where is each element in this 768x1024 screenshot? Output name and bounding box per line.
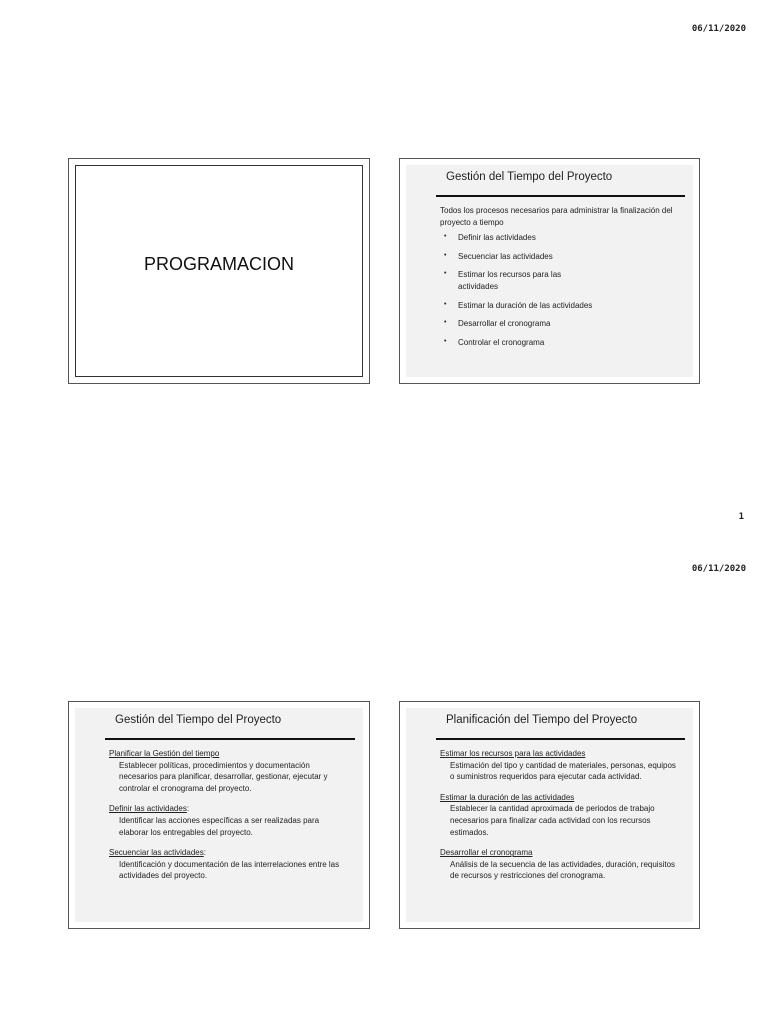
item-title-suffix: : bbox=[186, 804, 190, 814]
slide-heading: Planificación del Tiempo del Proyecto bbox=[446, 714, 638, 726]
process-item bbox=[109, 748, 349, 794]
list-item: • Desarrollar el cronograma bbox=[454, 318, 679, 330]
item-title: Definir las actividades bbox=[109, 804, 187, 814]
item-title: Estimar los recursos para las actividades bbox=[440, 749, 586, 758]
item-title: Estimar la duración de las actividades bbox=[440, 792, 575, 802]
process-item bbox=[440, 792, 679, 838]
item-title: Planificar la Gestión del tiempo bbox=[109, 749, 220, 758]
intro-text: Todos los procesos necesarios para administrar la finalización del proyecto a tiempo bbox=[440, 206, 673, 227]
page-date: 06/11/2020 bbox=[691, 564, 746, 574]
item-description: Estimación del tipo y cantidad de materiales, personas, equipos o suministros requeridos para ejecutar cada actividad. bbox=[450, 760, 676, 782]
slide-body bbox=[440, 205, 679, 355]
item-description: Establecer políticas, procedimientos y documentación necesarios para planificar, desarrollar, gestionar, ejecutar y controlar el cronograma del proyecto. bbox=[119, 760, 328, 793]
page-number: 1 bbox=[738, 512, 744, 522]
list-item: • Definir las actividades bbox=[454, 232, 679, 244]
item-description: Análisis de la secuencia de las actividades, duración, requisitos de recursos y restricciones del cronograma. bbox=[450, 859, 676, 881]
slide-background bbox=[75, 708, 363, 922]
item-description: Establecer la cantidad aproximada de periodos de trabajo necesarios para finalizar cada actividad con los recursos estimados. bbox=[450, 804, 655, 837]
process-item bbox=[440, 847, 679, 882]
slide-heading: Gestión del Tiempo del Proyecto bbox=[446, 171, 613, 183]
slide-planificacion-tiempo bbox=[399, 701, 700, 929]
slide-body bbox=[109, 748, 349, 891]
list-item: • Estimar los recursos para las actividades bbox=[454, 269, 679, 292]
slide-background bbox=[406, 165, 693, 377]
slide-title bbox=[68, 158, 370, 384]
list-item: • Secuenciar las actividades bbox=[454, 251, 679, 263]
list-item: • Estimar la duración de las actividades bbox=[454, 300, 679, 312]
slide-body bbox=[440, 748, 679, 891]
item-title: Desarrollar el cronograma bbox=[440, 848, 533, 858]
slide-main-title: PROGRAMACION bbox=[143, 254, 294, 274]
heading-divider bbox=[436, 195, 685, 197]
process-item bbox=[109, 847, 349, 882]
process-item bbox=[440, 748, 679, 783]
item-title-wrap bbox=[109, 804, 189, 813]
heading-divider bbox=[436, 738, 685, 740]
item-title-suffix: : bbox=[203, 848, 206, 858]
slide-gestion-tiempo bbox=[399, 158, 700, 384]
slide-frame bbox=[75, 165, 363, 377]
item-description: Identificación y documentación de las interrelaciones entre las actividades del proyecto. bbox=[119, 859, 340, 881]
slide-background bbox=[406, 708, 693, 922]
list-item: • Controlar el cronograma bbox=[454, 337, 679, 349]
page-date: 06/11/2020 bbox=[691, 24, 746, 34]
process-list bbox=[440, 232, 679, 348]
slide-heading: Gestión del Tiempo del Proyecto bbox=[115, 714, 282, 726]
slide-procesos-tiempo bbox=[68, 701, 370, 929]
item-title: Secuenciar las actividades bbox=[109, 848, 204, 858]
item-description: Identificar las acciones específicas a ser realizadas para elaborar los entregables del proyecto. bbox=[119, 815, 320, 837]
item-title-wrap bbox=[109, 848, 206, 857]
heading-divider bbox=[105, 738, 355, 740]
process-item bbox=[109, 803, 349, 838]
